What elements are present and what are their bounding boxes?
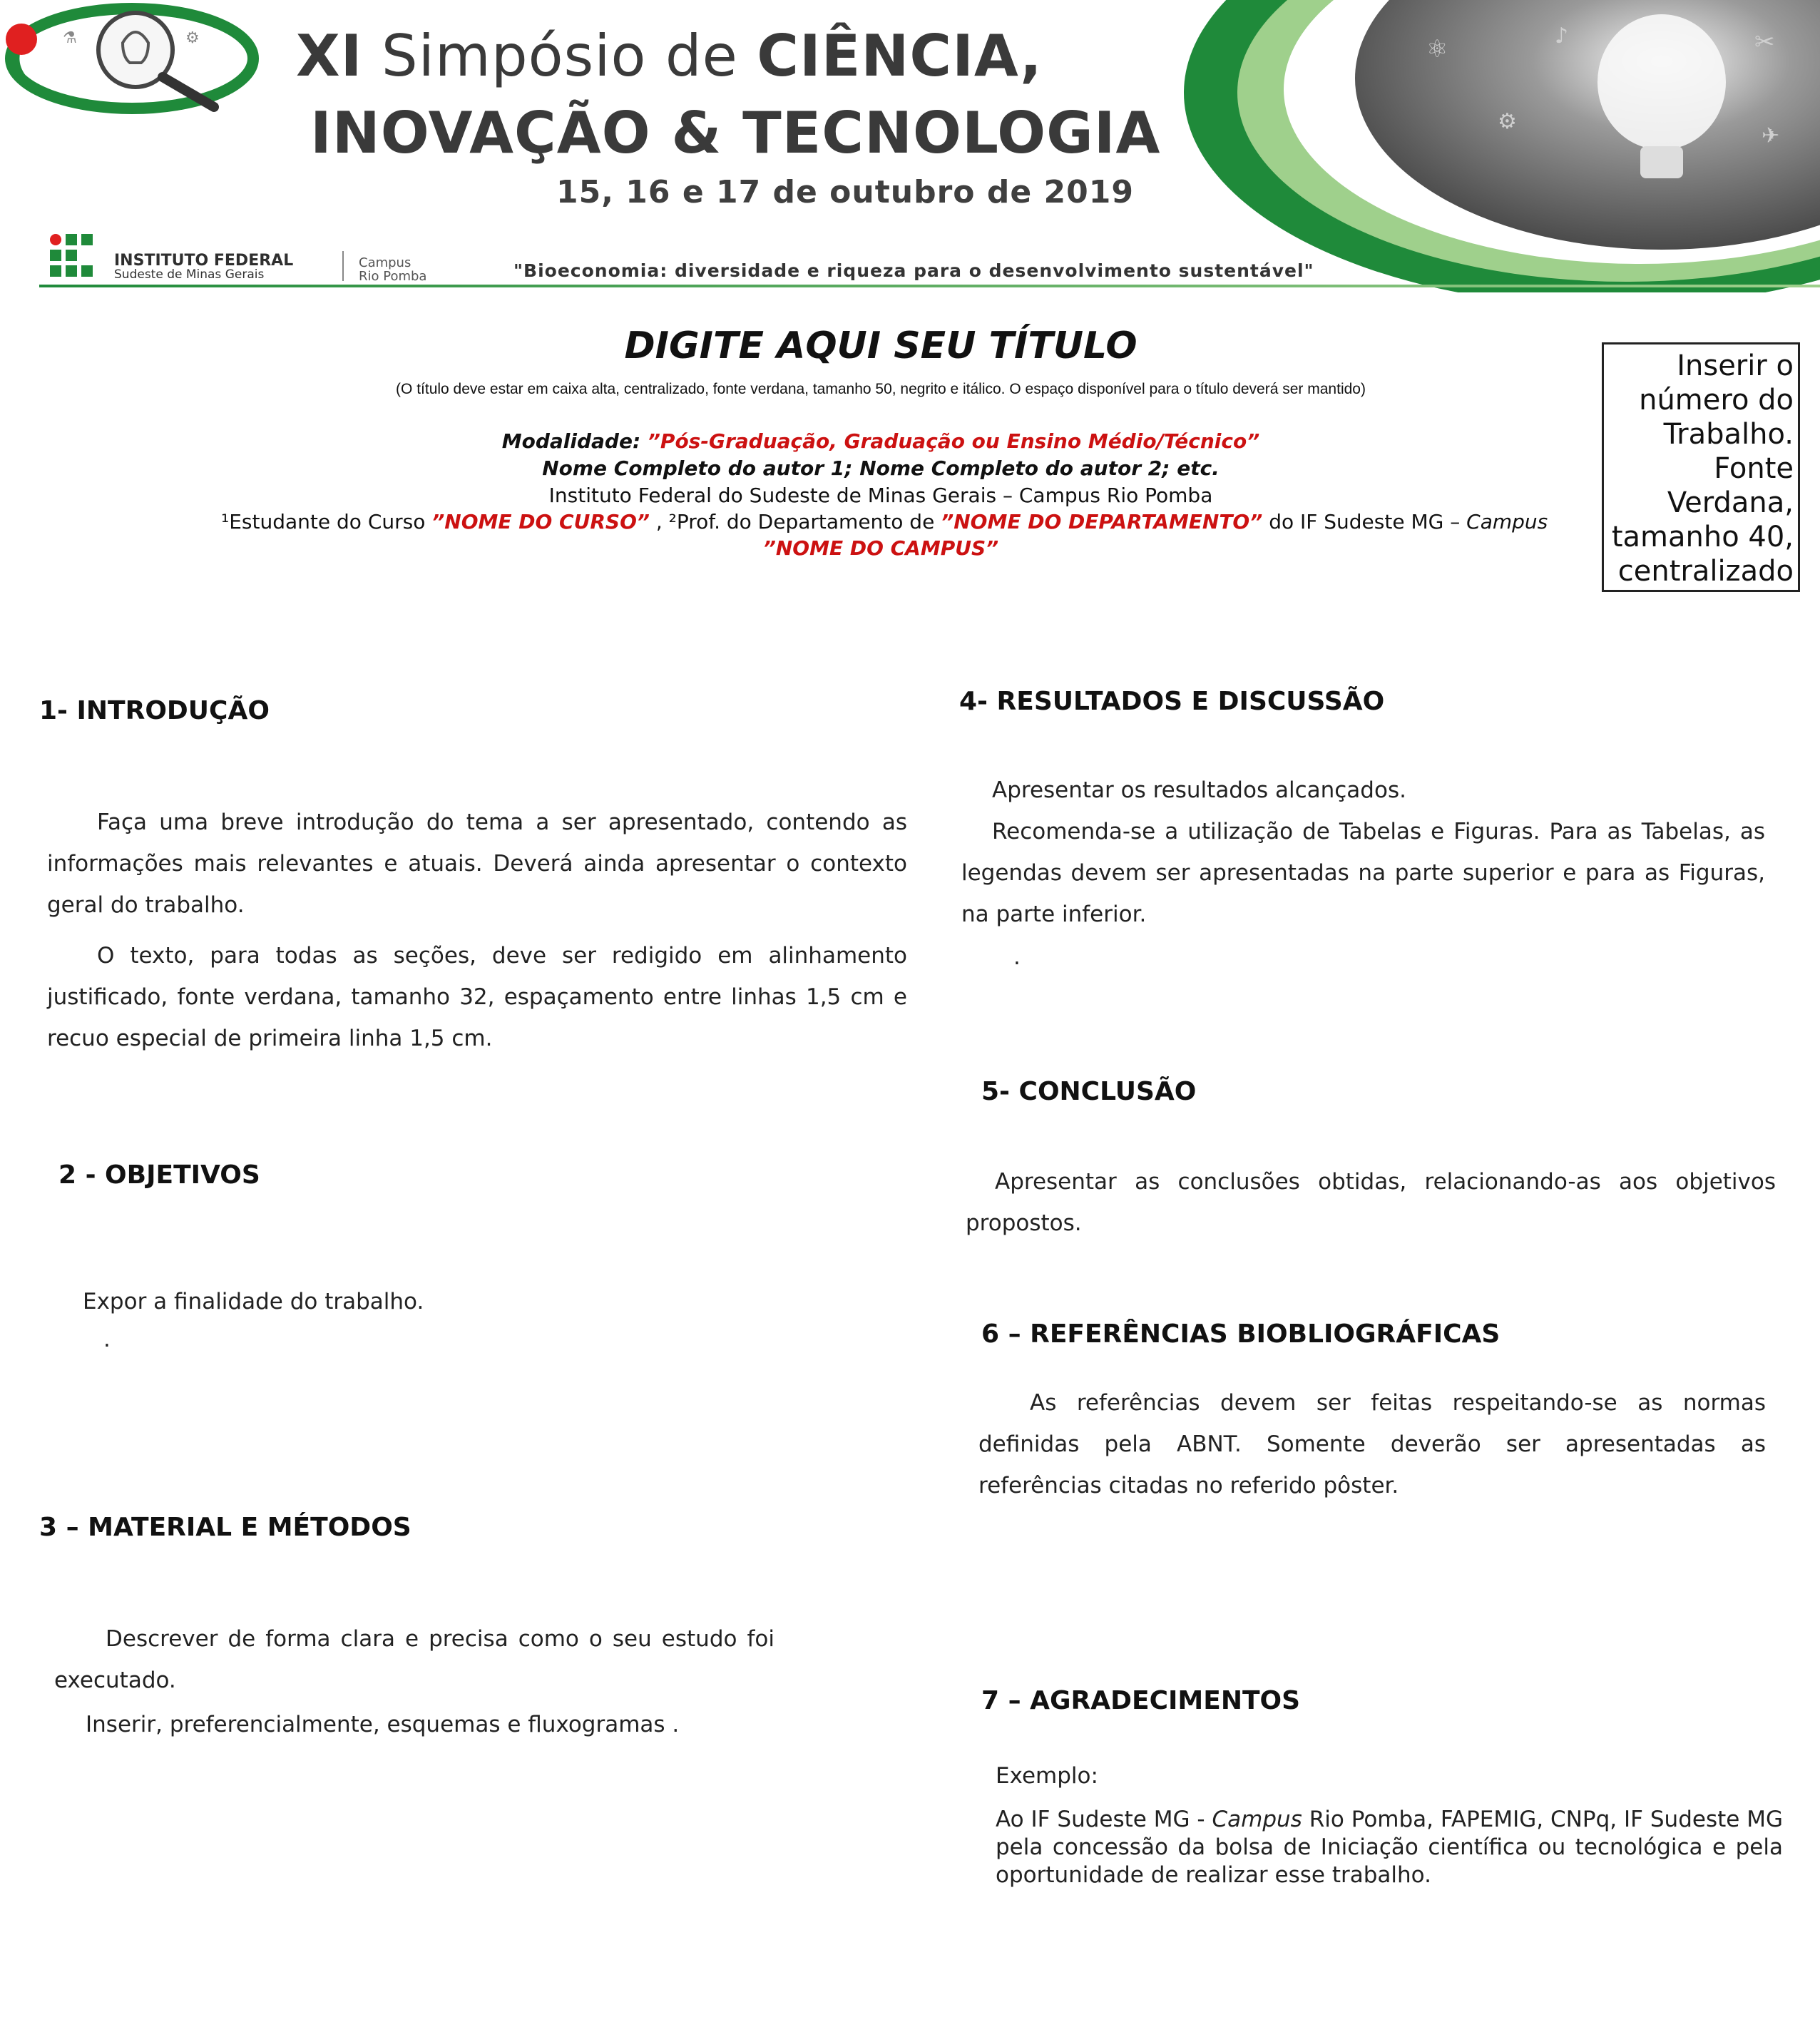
- acknowledgements-paragraph: [996, 1806, 1783, 1889]
- banner-title-word-1: Simpósio de: [381, 23, 738, 89]
- methods-heading: 3 – MATERIAL E MÉTODOS: [39, 1513, 411, 1542]
- methods-paragraph-2: Inserir, preferencialmente, esquemas e fluxogramas .: [86, 1712, 680, 1737]
- campus-city: Rio Pomba: [359, 269, 427, 284]
- references-paragraph: As referências devem ser feitas respeitando-se as normas definidas pela ABNT. Somente deverão ser apresentadas as referências citadas no referido pôster.: [978, 1390, 1766, 1498]
- event-logo: [6, 9, 253, 108]
- paper-title: DIGITE AQUI SEU TÍTULO: [624, 325, 1138, 367]
- banner-title-word-2: CIÊNCIA,: [757, 23, 1043, 89]
- results-heading: 4- RESULTADOS E DISCUSSÃO: [959, 687, 1385, 716]
- intro-heading: 1- INTRODUÇÃO: [39, 696, 270, 725]
- event-banner: [0, 0, 1820, 292]
- objectives-dot: .: [103, 1327, 111, 1352]
- event-slogan: "Bioeconomia: diversidade e riqueza para o desenvolvimento sustentável": [513, 260, 1314, 281]
- acknowledgements-example-label: Exemplo:: [996, 1763, 1098, 1789]
- svg-text:♪: ♪: [1555, 24, 1569, 48]
- methods-paragraph-1: Descrever de forma clara e precisa como o seu estudo foi executado.: [54, 1626, 774, 1693]
- svg-text:⚗: ⚗: [63, 29, 77, 47]
- if-logo-icon: [48, 233, 106, 281]
- title-instructions: (O título deve estar em caixa alta, centralizado, fonte verdana, tamanho 50, negrito e itálico. O espaço disponível para o título deverá ser mantido): [396, 381, 1366, 397]
- number-box-line: Inserir o: [1677, 349, 1794, 382]
- results-paragraph-2: Recomenda-se a utilização de Tabelas e Figuras. Para as Tabelas, as legendas devem ser apresentadas na parte superior e para as Figuras, na parte inferior.: [961, 819, 1765, 927]
- campus-name: ”NOME DO CAMPUS”: [762, 536, 999, 560]
- number-box-line: Trabalho.: [1663, 418, 1794, 451]
- svg-text:⚙: ⚙: [1498, 109, 1517, 134]
- number-box-line: tamanho 40,: [1611, 521, 1794, 553]
- banner-title-line-2: INOVAÇÃO & TECNOLOGIA: [310, 100, 1161, 166]
- modality-label: Modalidade:: [501, 429, 641, 453]
- event-dates: 15, 16 e 17 de outubro de 2019: [556, 174, 1134, 210]
- department-suffix: do IF Sudeste MG –: [1269, 510, 1461, 533]
- svg-text:✂: ✂: [1754, 28, 1775, 56]
- ack-rest: Rio Pomba, FAPEMIG, CNPq, IF Sudeste MG pela concessão da bolsa de Iniciação científica ou tecnológica e pela oportunidade de realizar esse trabalho.: [996, 1807, 1783, 1888]
- svg-text:✈: ✈: [1762, 123, 1780, 148]
- lightbulb-graphic: [1184, 0, 1820, 292]
- intro-paragraph-1: Faça uma breve introdução do tema a ser apresentado, contendo as informações mais relevantes e atuais. Deverá ainda apresentar o contexto geral do trabalho.: [47, 810, 907, 918]
- course-prefix: ¹Estudante do Curso: [221, 510, 426, 533]
- number-box-line: centralizado: [1617, 555, 1794, 588]
- objectives-paragraph: Expor a finalidade do trabalho.: [83, 1289, 424, 1314]
- institution-line: Instituto Federal do Sudeste de Minas Gerais – Campus Rio Pomba: [548, 484, 1213, 507]
- modality-line: [221, 429, 1540, 453]
- authors-line: Nome Completo do autor 1; Nome Completo do autor 2; etc.: [542, 456, 1220, 480]
- work-number-box: [1602, 342, 1800, 592]
- banner-title-line-1: [296, 23, 1043, 89]
- svg-text:⚙: ⚙: [185, 29, 200, 47]
- references-heading: 6 – REFERÊNCIAS BIOBLIOGRÁFICAS: [981, 1319, 1501, 1349]
- campus-word: Campus: [1466, 510, 1548, 533]
- edition-number: XI: [296, 23, 363, 89]
- number-box-line: Verdana,: [1667, 486, 1794, 519]
- modality-value: ”Pós-Graduação, Graduação ou Ensino Médio/Técnico”: [647, 429, 1260, 453]
- acknowledgements-heading: 7 – AGRADECIMENTOS: [981, 1686, 1301, 1715]
- results-paragraph-1: Apresentar os resultados alcançados.: [992, 777, 1406, 803]
- objectives-heading: 2 - OBJETIVOS: [58, 1160, 260, 1190]
- intro-paragraph-2: O texto, para todas as seções, deve ser redigido em alinhamento justificado, fonte verdana, tamanho 32, espaçamento entre linhas 1,5 cm e recuo especial de primeira linha 1,5 cm.: [47, 943, 907, 1051]
- course-name: ”NOME DO CURSO”: [431, 510, 650, 533]
- institution-name: INSTITUTO FEDERAL: [114, 252, 294, 270]
- department-prefix: , ²Prof. do Departamento de: [655, 510, 935, 533]
- campus-divider: [342, 251, 344, 281]
- affiliation-line: [221, 510, 1548, 533]
- ack-campus-word: Campus: [1212, 1807, 1302, 1832]
- number-box-line: Fonte: [1714, 452, 1794, 485]
- results-dot: .: [1013, 944, 1021, 970]
- conclusion-paragraph: Apresentar as conclusões obtidas, relacionando-as aos objetivos propostos.: [966, 1169, 1776, 1236]
- banner-bottom-rule: [39, 285, 1820, 290]
- ack-start: Ao IF Sudeste MG -: [996, 1807, 1205, 1832]
- campus-label: Campus: [359, 255, 411, 270]
- number-box-line: número do: [1639, 384, 1794, 417]
- institution-subtitle: Sudeste de Minas Gerais: [114, 267, 265, 282]
- conclusion-heading: 5- CONCLUSÃO: [981, 1077, 1197, 1106]
- svg-text:⚛: ⚛: [1426, 35, 1448, 63]
- department-name: ”NOME DO DEPARTAMENTO”: [941, 510, 1263, 533]
